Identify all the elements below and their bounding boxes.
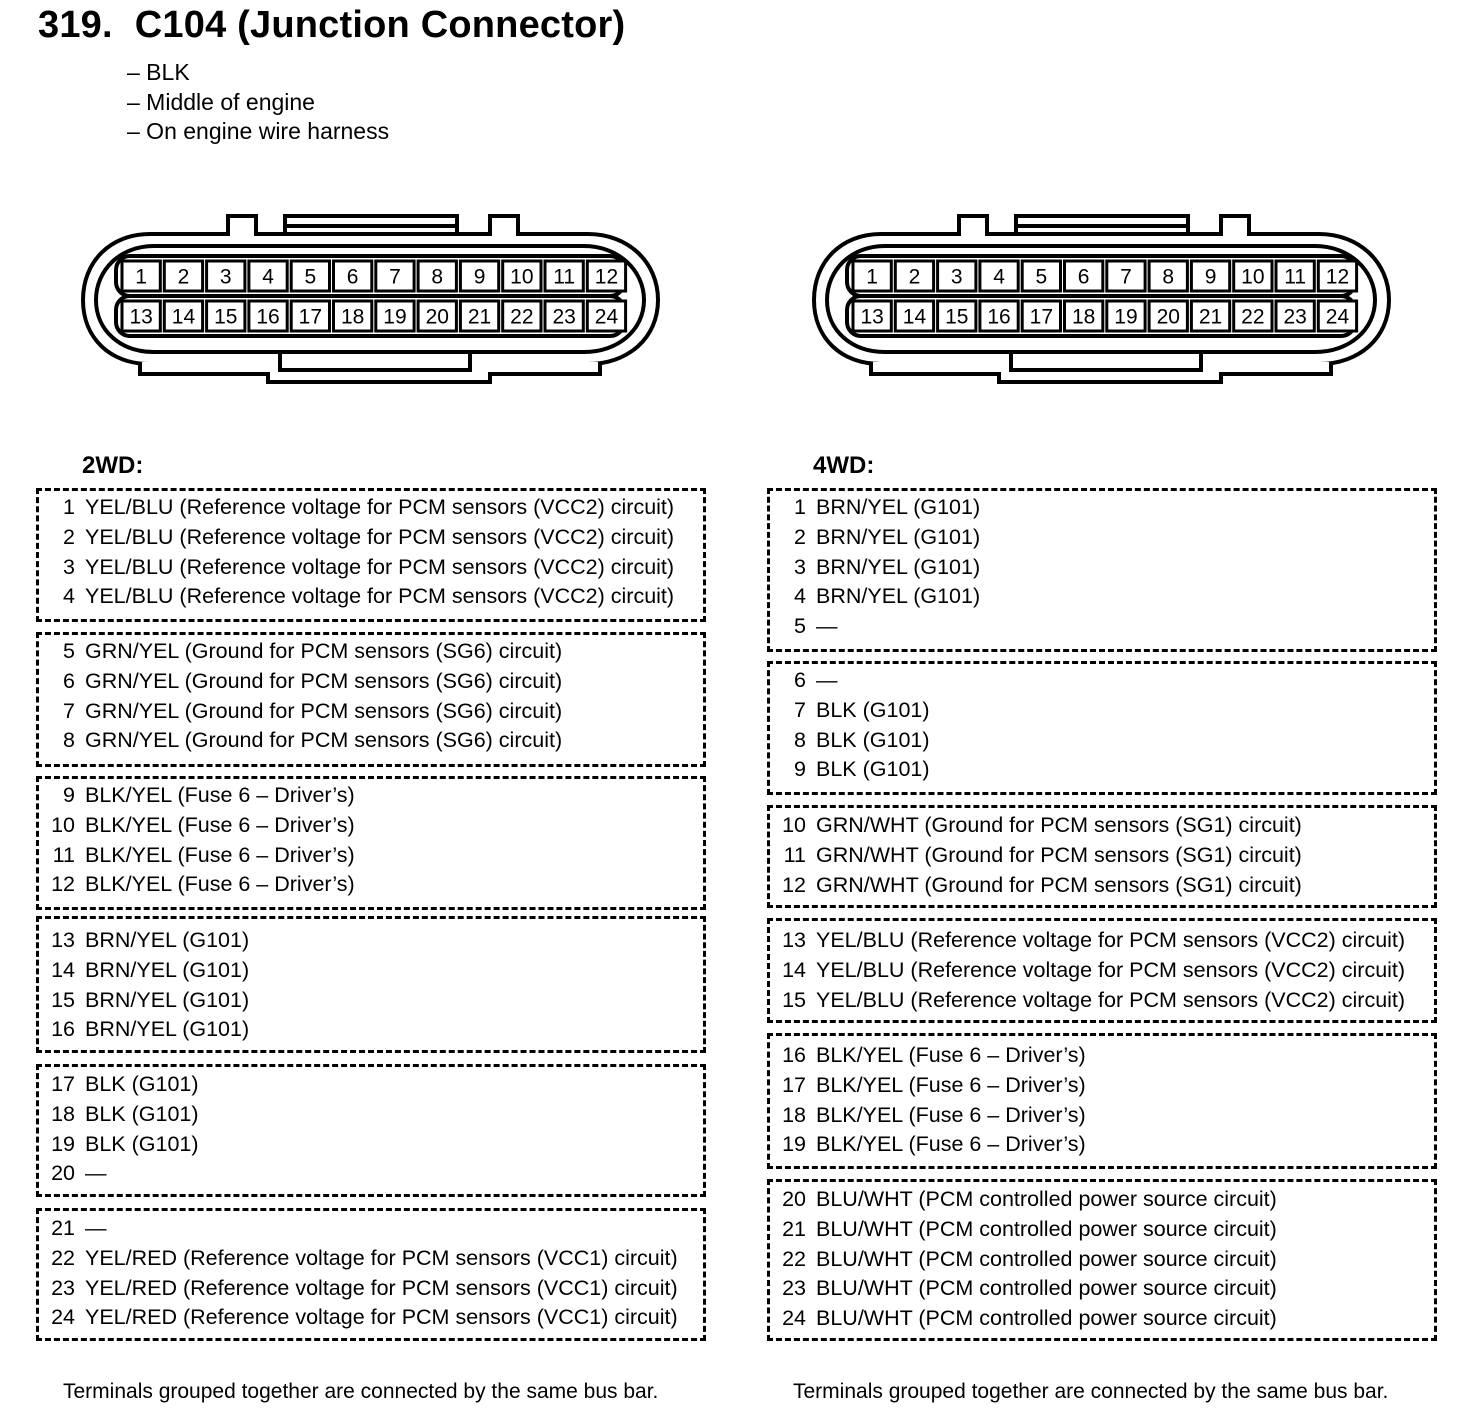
circuit-description: (Reference voltage for PCM sensors (VCC2) circuit)	[910, 928, 1406, 952]
variant-label-2wd: 2WD:	[82, 452, 144, 479]
bus-bar-group	[767, 1179, 1437, 1341]
terminal-number: 10	[510, 265, 534, 289]
terminal-number: 19	[1114, 305, 1138, 329]
pin-row	[770, 1100, 1086, 1130]
terminal-number: 24	[1325, 305, 1350, 329]
bus-bar-group	[36, 776, 706, 910]
terminal-number: 22	[1241, 305, 1265, 329]
pin-row	[39, 985, 249, 1015]
pin-number: 10	[782, 813, 806, 837]
terminal-number: 21	[467, 305, 492, 329]
pin-number: 20	[51, 1161, 75, 1186]
pin-number: 17	[782, 1072, 806, 1097]
circuit-description: (Reference voltage for PCM sensors (VCC1) circuit)	[183, 1305, 678, 1330]
circuit-description: (Reference voltage for PCM sensors (VCC2) circuit)	[179, 584, 675, 609]
circuit-description: (Ground for PCM sensors (SG1) circuit)	[924, 813, 1302, 837]
circuit-description: (Fuse 6 – Driver’s)	[177, 872, 355, 897]
pin-number: 16	[782, 1043, 806, 1067]
terminal-number: 22	[510, 305, 534, 329]
pin-number: 4	[794, 584, 806, 609]
circuit-description: (Ground for PCM sensors (SG6) circuit)	[184, 728, 563, 753]
pin-number: 13	[51, 928, 75, 952]
pin-row	[770, 870, 1302, 900]
wire-color: —	[816, 668, 838, 692]
section-number: 319.	[38, 4, 113, 46]
wire-color: BLK/YEL	[85, 783, 172, 807]
wire-color: BLK	[816, 697, 857, 722]
pin-row	[770, 695, 930, 725]
circuit-description: (G101)	[131, 1131, 199, 1156]
pin-number: 3	[794, 554, 806, 579]
wire-color: GRN/YEL	[85, 639, 179, 663]
pin-number: 12	[782, 872, 806, 897]
pin-row	[39, 810, 355, 840]
pin-number: 5	[63, 639, 75, 663]
wire-color: BLK	[816, 757, 857, 782]
circuit-description: (G101)	[862, 697, 930, 722]
pin-number: 2	[794, 524, 806, 549]
circuit-description: (Ground for PCM sensors (SG6) circuit)	[184, 668, 563, 693]
terminal-number: 20	[425, 305, 449, 329]
wire-color: GRN/WHT	[816, 813, 919, 837]
circuit-description: (Fuse 6 – Driver’s)	[177, 783, 355, 807]
terminal-number: 20	[1156, 305, 1180, 329]
pin-number: 10	[51, 812, 75, 837]
pin-row	[39, 636, 562, 666]
terminal-number: 23	[552, 305, 576, 329]
wire-color: YEL/RED	[85, 1275, 178, 1300]
bus-bar-group	[767, 805, 1437, 908]
bus-bar-group	[767, 661, 1437, 795]
wire-color: GRN/WHT	[816, 872, 919, 897]
terminal-number: 4	[993, 265, 1005, 289]
terminal-number: 16	[987, 305, 1011, 329]
terminal-number: 8	[1162, 265, 1175, 289]
variant-label-4wd: 4WD:	[813, 452, 875, 479]
pin-row	[39, 1099, 199, 1129]
pin-row	[770, 665, 838, 695]
pin-row	[770, 925, 1405, 955]
footnote-2wd: Terminals grouped together are connected by the same bus bar.	[63, 1380, 659, 1403]
circuit-description: (Reference voltage for PCM sensors (VCC2) circuit)	[910, 957, 1406, 982]
circuit-description: (PCM controlled power source circuit)	[918, 1187, 1277, 1211]
page-title	[38, 4, 625, 47]
pin-number: 15	[51, 987, 75, 1012]
wire-color: BLK/YEL	[816, 1072, 903, 1097]
terminal-number: 12	[594, 265, 619, 289]
wire-color: YEL/BLU	[816, 957, 905, 982]
connector-face-2wd	[80, 212, 660, 387]
wire-color: BRN/YEL	[85, 928, 177, 952]
terminal-number: 2	[177, 265, 190, 289]
terminal-number: 24	[594, 305, 619, 329]
wire-color: YEL/BLU	[816, 928, 905, 952]
connector-housing	[80, 212, 660, 387]
circuit-description: (G101)	[131, 1101, 199, 1126]
pin-number: 2	[63, 524, 75, 549]
circuit-description: (Fuse 6 – Driver’s)	[908, 1132, 1086, 1157]
pin-number: 11	[52, 842, 75, 867]
pin-number: 24	[782, 1306, 806, 1331]
pin-row	[39, 1069, 199, 1099]
wire-color: BLK/YEL	[85, 842, 172, 867]
terminal-number: 23	[1283, 305, 1307, 329]
wire-color: GRN/YEL	[85, 728, 179, 753]
pin-number: 23	[51, 1275, 75, 1300]
detail-location: – Middle of engine	[127, 88, 315, 115]
circuit-description: (G101)	[913, 495, 981, 519]
pin-number: 21	[782, 1216, 806, 1241]
wire-color: BLU/WHT	[816, 1187, 913, 1211]
terminal-number: 13	[129, 305, 153, 329]
terminal-number: 15	[214, 305, 238, 329]
circuit-description: (Reference voltage for PCM sensors (VCC2) circuit)	[179, 524, 675, 549]
pin-number: 22	[51, 1245, 75, 1270]
terminal-number: 17	[1029, 305, 1054, 329]
terminal-number: 21	[1198, 305, 1223, 329]
terminal-number: 18	[1071, 305, 1096, 329]
pin-number: 20	[782, 1187, 806, 1211]
circuit-description: (Fuse 6 – Driver’s)	[908, 1102, 1086, 1127]
terminal-number: 18	[340, 305, 365, 329]
pin-row	[39, 955, 249, 985]
terminal-number: 9	[1204, 265, 1217, 289]
pin-number: 6	[794, 668, 806, 692]
circuit-description: (G101)	[182, 987, 250, 1012]
circuit-description: (PCM controlled power source circuit)	[918, 1306, 1277, 1331]
bus-bar-group	[767, 918, 1437, 1023]
wire-color: YEL/BLU	[85, 584, 174, 609]
wire-color: BLU/WHT	[816, 1276, 913, 1301]
terminal-number: 6	[1077, 265, 1090, 289]
pin-row	[39, 925, 249, 955]
pin-row	[39, 581, 674, 611]
circuit-description: (G101)	[131, 1072, 199, 1096]
wire-color: BLK/YEL	[85, 812, 172, 837]
pin-row	[770, 810, 1302, 840]
pin-row	[770, 1214, 1277, 1244]
terminal-number: 14	[171, 305, 196, 329]
wire-color: BLK/YEL	[816, 1132, 903, 1157]
circuit-description: (Ground for PCM sensors (SG6) circuit)	[184, 639, 563, 663]
circuit-description: (G101)	[862, 757, 930, 782]
pin-row	[39, 725, 562, 755]
terminal-number: 11	[553, 265, 576, 289]
pin-row	[39, 1158, 107, 1188]
wire-color: BLK	[816, 727, 857, 752]
pin-number: 13	[782, 928, 806, 952]
connector-housing	[811, 212, 1391, 387]
pin-row	[770, 492, 980, 522]
circuit-description: (Fuse 6 – Driver’s)	[908, 1043, 1086, 1067]
terminal-number: 7	[1120, 265, 1132, 289]
pin-number: 19	[782, 1132, 806, 1157]
bus-bar-group	[36, 1208, 706, 1341]
terminal-number: 15	[945, 305, 969, 329]
terminal-number: 14	[902, 305, 927, 329]
pin-row	[39, 1273, 678, 1303]
wire-color: BRN/YEL	[816, 584, 908, 609]
pin-row	[770, 1244, 1277, 1274]
pin-row	[39, 1014, 249, 1044]
circuit-description: (Fuse 6 – Driver’s)	[177, 812, 355, 837]
wire-color: BRN/YEL	[816, 554, 908, 579]
circuit-description: (G101)	[182, 928, 250, 952]
detail-harness: – On engine wire harness	[127, 118, 390, 144]
wire-color: BLK	[85, 1131, 126, 1156]
circuit-description: (Fuse 6 – Driver’s)	[177, 842, 355, 867]
pin-number: 18	[782, 1102, 806, 1127]
pin-number: 4	[63, 584, 75, 609]
pin-row	[39, 552, 674, 582]
wire-color: BLK	[85, 1101, 126, 1126]
wire-color: BLU/WHT	[816, 1216, 913, 1241]
circuit-description: (Ground for PCM sensors (SG1) circuit)	[924, 842, 1302, 867]
connector-details	[127, 58, 389, 147]
pin-number: 14	[51, 957, 75, 982]
pin-row	[770, 611, 838, 641]
wire-color: GRN/WHT	[816, 842, 919, 867]
wire-color: —	[85, 1216, 107, 1240]
pin-row	[39, 666, 562, 696]
pin-row	[770, 1070, 1086, 1100]
circuit-description: (Ground for PCM sensors (SG6) circuit)	[184, 698, 563, 723]
terminal-number: 1	[866, 265, 878, 289]
wire-color: YEL/BLU	[85, 495, 174, 519]
pin-number: 21	[51, 1216, 75, 1240]
wire-color: BLU/WHT	[816, 1306, 913, 1331]
wire-color: BLK/YEL	[816, 1102, 903, 1127]
pin-number: 1	[63, 495, 75, 519]
wire-color: YEL/BLU	[816, 987, 905, 1012]
terminal-number: 16	[256, 305, 280, 329]
terminal-number: 19	[383, 305, 407, 329]
circuit-description: (Reference voltage for PCM sensors (VCC1) circuit)	[183, 1275, 678, 1300]
pin-number: 7	[63, 698, 75, 723]
pin-number: 19	[51, 1131, 75, 1156]
pin-number: 7	[794, 697, 806, 722]
pin-number: 18	[51, 1101, 75, 1126]
pin-row	[770, 840, 1302, 870]
wire-color: YEL/BLU	[85, 554, 174, 579]
wire-color: GRN/YEL	[85, 668, 179, 693]
pin-row	[39, 1243, 678, 1273]
pin-row	[770, 725, 930, 755]
bus-bar-group	[36, 1064, 706, 1197]
circuit-description: (G101)	[913, 554, 981, 579]
circuit-description: (G101)	[862, 727, 930, 752]
wire-color: GRN/YEL	[85, 698, 179, 723]
pin-row	[770, 1303, 1277, 1333]
pin-number: 8	[794, 727, 806, 752]
bus-bar-group	[36, 488, 706, 622]
terminal-number: 8	[431, 265, 444, 289]
circuit-description: (PCM controlled power source circuit)	[918, 1276, 1277, 1301]
circuit-description: (Reference voltage for PCM sensors (VCC2) circuit)	[179, 554, 675, 579]
circuit-description: (Ground for PCM sensors (SG1) circuit)	[924, 872, 1302, 897]
bus-bar-group	[36, 632, 706, 767]
circuit-description: (G101)	[182, 1017, 250, 1042]
terminal-number: 2	[908, 265, 921, 289]
pin-row	[39, 522, 674, 552]
pin-row	[39, 1213, 107, 1243]
terminal-number: 17	[298, 305, 323, 329]
terminal-number: 3	[219, 265, 232, 289]
circuit-description: (G101)	[913, 584, 981, 609]
pin-row	[770, 1129, 1086, 1159]
pin-row	[770, 522, 980, 552]
terminal-number: 3	[950, 265, 963, 289]
pin-number: 16	[51, 1017, 75, 1042]
pin-row	[770, 955, 1405, 985]
pin-row	[770, 581, 980, 611]
pin-row	[39, 696, 562, 726]
wire-color: BRN/YEL	[816, 524, 908, 549]
wire-color: BRN/YEL	[816, 495, 908, 519]
pin-row	[770, 1184, 1277, 1214]
terminal-number: 11	[1284, 265, 1307, 289]
wire-color: BLK/YEL	[816, 1043, 903, 1067]
circuit-description: (Reference voltage for PCM sensors (VCC1) circuit)	[183, 1245, 678, 1270]
terminal-number: 7	[389, 265, 401, 289]
connector-title: C104 (Junction Connector)	[134, 4, 626, 46]
pin-number: 22	[782, 1246, 806, 1271]
terminal-number: 13	[860, 305, 884, 329]
pin-number: 12	[51, 872, 75, 897]
detail-color: – BLK	[127, 59, 190, 85]
wire-color: YEL/RED	[85, 1245, 178, 1270]
bus-bar-group	[36, 916, 706, 1053]
bus-bar-group	[767, 1033, 1437, 1169]
pin-row	[770, 985, 1405, 1015]
pin-number: 5	[794, 614, 806, 639]
wire-color: BRN/YEL	[85, 1017, 177, 1042]
pin-row	[770, 1273, 1277, 1303]
pin-number: 14	[782, 957, 806, 982]
terminal-number: 9	[473, 265, 486, 289]
pin-number: 17	[51, 1072, 75, 1096]
wire-color: —	[85, 1161, 107, 1186]
circuit-description: (PCM controlled power source circuit)	[918, 1246, 1277, 1271]
circuit-description: (G101)	[182, 957, 250, 982]
bus-bar-group	[767, 488, 1437, 652]
terminal-number: 6	[346, 265, 359, 289]
terminal-number: 5	[1035, 265, 1048, 289]
pin-row	[770, 754, 930, 784]
pin-row	[39, 1129, 199, 1159]
terminal-number: 12	[1325, 265, 1350, 289]
pin-number: 1	[794, 495, 806, 519]
circuit-description: (G101)	[913, 524, 981, 549]
circuit-description: (Reference voltage for PCM sensors (VCC2) circuit)	[179, 495, 675, 519]
pin-row	[39, 869, 355, 899]
terminal-number: 4	[262, 265, 274, 289]
pin-number: 15	[782, 987, 806, 1012]
pin-number: 6	[63, 668, 75, 693]
wire-color: BLU/WHT	[816, 1246, 913, 1271]
pin-row	[39, 1302, 678, 1332]
circuit-description: (PCM controlled power source circuit)	[918, 1216, 1277, 1241]
pin-number: 23	[782, 1276, 806, 1301]
pin-row	[39, 492, 674, 522]
wire-color: YEL/BLU	[85, 524, 174, 549]
pin-row	[770, 552, 980, 582]
circuit-description: (Fuse 6 – Driver’s)	[908, 1072, 1086, 1097]
wire-color: BRN/YEL	[85, 957, 177, 982]
pin-number: 9	[63, 783, 75, 807]
wire-color: YEL/RED	[85, 1305, 178, 1330]
terminal-number: 5	[304, 265, 317, 289]
pin-number: 3	[63, 554, 75, 579]
wire-color: BRN/YEL	[85, 987, 177, 1012]
wire-color: BLK	[85, 1072, 126, 1096]
connector-face-4wd	[811, 212, 1391, 387]
pin-number: 11	[783, 842, 806, 867]
footnote-4wd: Terminals grouped together are connected by the same bus bar.	[793, 1380, 1389, 1403]
terminal-number: 1	[135, 265, 147, 289]
pin-number: 9	[794, 757, 806, 782]
pin-number: 8	[63, 728, 75, 753]
terminal-number: 10	[1241, 265, 1265, 289]
pin-row	[39, 780, 355, 810]
pin-number: 24	[51, 1305, 75, 1330]
pin-row	[39, 840, 355, 870]
circuit-description: (Reference voltage for PCM sensors (VCC2) circuit)	[910, 987, 1406, 1012]
wire-color: —	[816, 614, 838, 639]
wire-color: BLK/YEL	[85, 872, 172, 897]
pin-row	[770, 1040, 1086, 1070]
